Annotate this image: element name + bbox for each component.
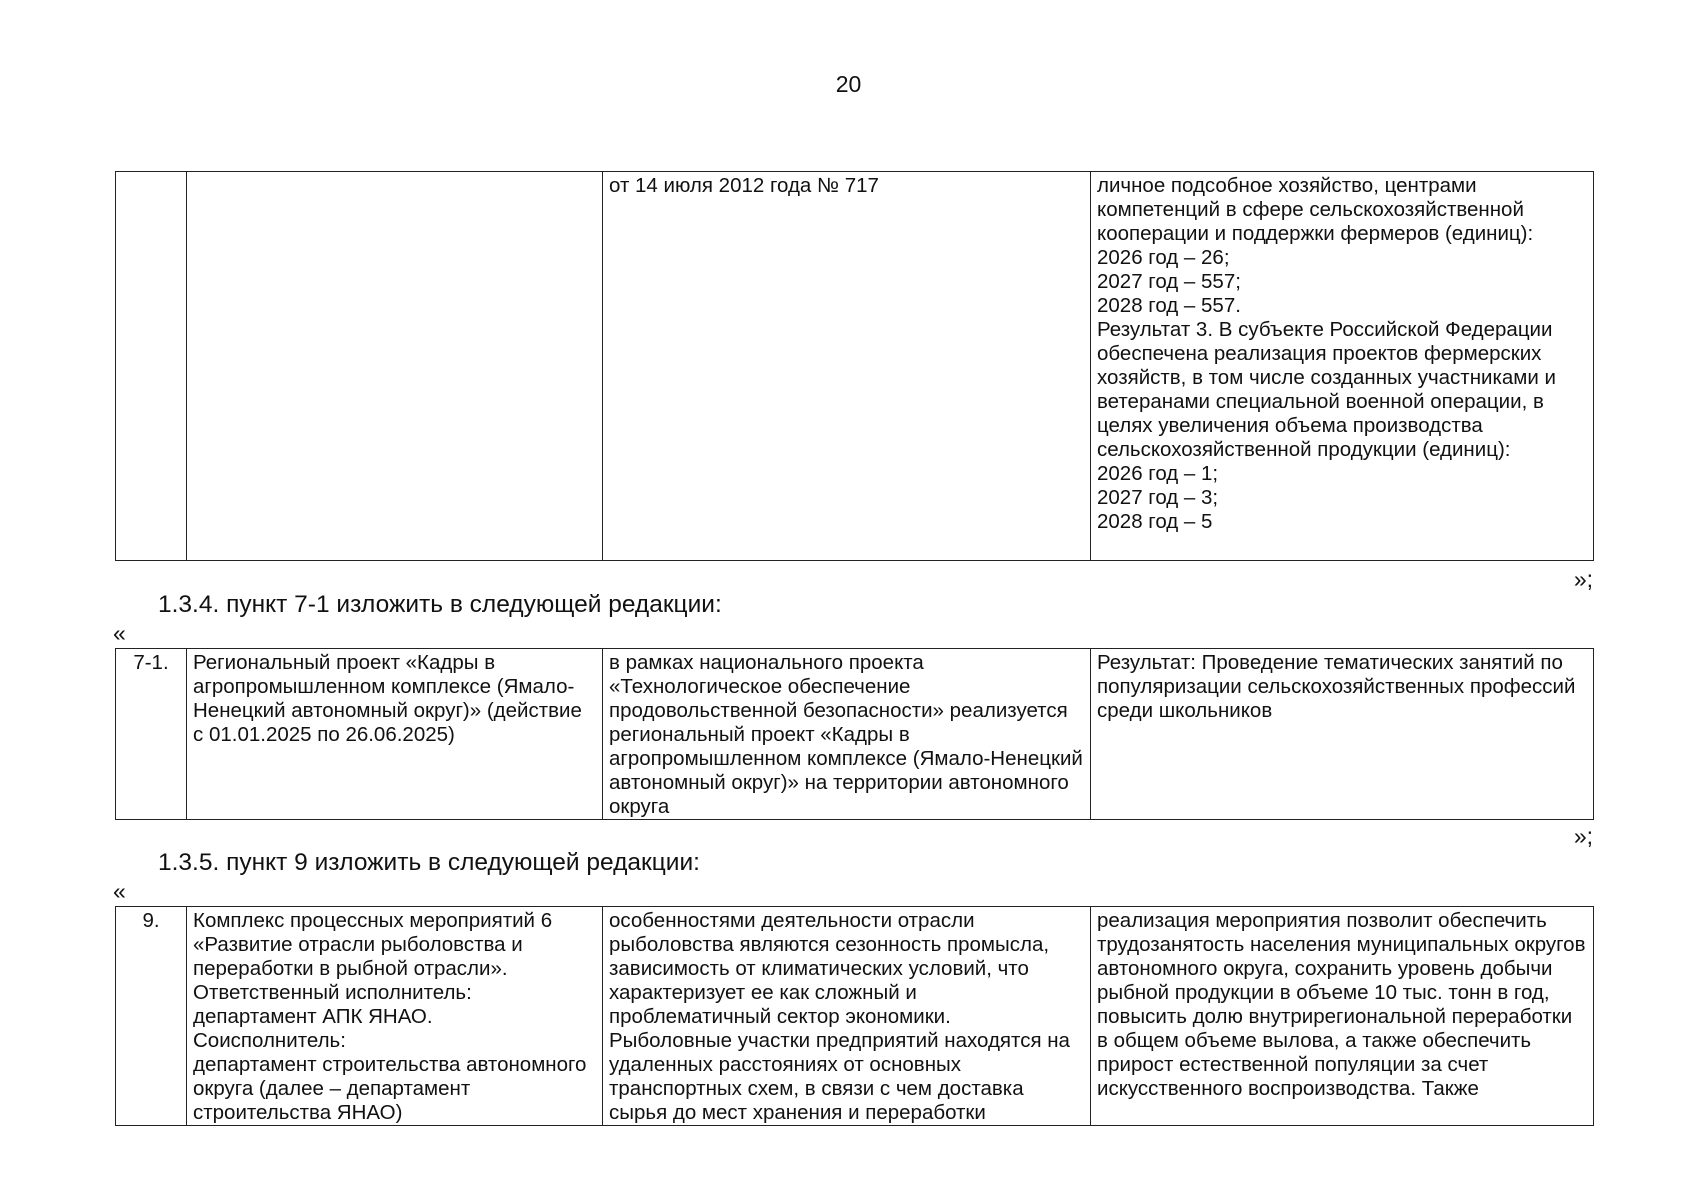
cell-expected-result: реализация мероприятия позволит обеспечить трудозанятость населения муниципальных округов автономного округа, сохранить уровень добычи рыбной продукции в объеме 10 тыс. тонн в год, повысить долю внутрирегиональной переработки в общем объеме вылова, а также обеспечить прирост естественной популяции за счет искусственного воспроизводства. Также (1091, 907, 1594, 1126)
cell-expected-result: личное подсобное хозяйство, центрами компетенций в сфере сельскохозяйственной кооперации и поддержки фермеров (единиц): 2026 год – 26; 2027 год – 557; 2028 год – 557. Результат 3. В субъекте Российской Федерации обеспечена реализация проектов фермерских хозяйств, в том числе созданных участниками и ветеранами специальной военной операции, в целях увеличения объема производства сельскохозяйственной продукции (единиц): 2026 год – 1; 2027 год – 3; 2028 год – 5 (1091, 172, 1594, 561)
cell-expected-result: Результат: Проведение тематических занятий по популяризации сельскохозяйственных профессий среди школьников (1091, 649, 1594, 820)
amendment-instruction: 1.3.5. пункт 9 изложить в следующей редакции: (158, 849, 700, 876)
closing-quote: »; (1573, 566, 1593, 592)
measures-table-item-9 (115, 906, 1594, 1126)
cell-legal-basis: особенностями деятельности отрасли рыболовства являются сезонность промысла, зависимость от климатических условий, что характеризует ее как сложный и проблематичный сектор экономики. Рыболовные участки предприятий находятся на удаленных расстояниях от основных транспортных схем, в связи с чем доставка сырья до мест хранения и переработки (603, 907, 1091, 1126)
opening-quote: « (113, 878, 126, 904)
cell-measure-name (187, 172, 603, 561)
amendment-instruction: 1.3.4. пункт 7-1 изложить в следующей редакции: (158, 591, 722, 618)
measures-table-item-7-1 (115, 648, 1594, 820)
cell-measure-name: Региональный проект «Кадры в агропромышленном комплексе (Ямало-Ненецкий автономный округ)» (действие с 01.01.2025 по 26.06.2025) (187, 649, 603, 820)
table-row (116, 172, 1594, 561)
cell-number: 7-1. (116, 649, 187, 820)
page-number: 20 (835, 71, 862, 97)
table-row (116, 649, 1594, 820)
cell-number (116, 172, 187, 561)
table-row (116, 907, 1594, 1126)
opening-quote: « (113, 620, 126, 646)
cell-number: 9. (116, 907, 187, 1126)
cell-legal-basis: в рамках национального проекта «Технологическое обеспечение продовольственной безопасности» реализуется региональный проект «Кадры в агропромышленном комплексе (Ямало-Ненецкий автономный округ)» на территории автономного округа (603, 649, 1091, 820)
closing-quote: »; (1573, 823, 1593, 849)
cell-measure-name: Комплекс процессных мероприятий 6 «Развитие отрасли рыболовства и переработки в рыбной отрасли». Ответственный исполнитель: департамент АПК ЯНАО. Соисполнитель: департамент строительства автономного округа (далее – департамент строительства ЯНАО) (187, 907, 603, 1126)
cell-legal-basis: от 14 июля 2012 года № 717 (603, 172, 1091, 561)
measures-table-continuation (115, 171, 1594, 561)
